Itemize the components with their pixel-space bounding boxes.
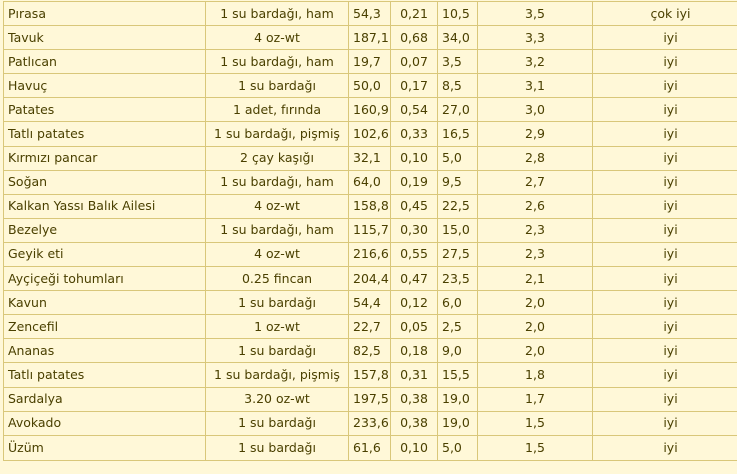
calories-cell: 216,6 xyxy=(349,242,391,266)
food-name-cell: Tatlı patates xyxy=(4,122,206,146)
nutrients-cell: 19,0 xyxy=(438,411,478,435)
calories-cell: 233,6 xyxy=(349,411,391,435)
food-name-cell: Bezelye xyxy=(4,218,206,242)
calories-cell: 19,7 xyxy=(349,50,391,74)
food-name-cell: Havuç xyxy=(4,74,206,98)
table-row xyxy=(4,50,737,74)
score-cell: 3,1 xyxy=(478,74,593,98)
score-cell: 2,3 xyxy=(478,218,593,242)
table-row xyxy=(4,267,737,291)
rating-cell: iyi xyxy=(593,74,737,98)
rating-cell: iyi xyxy=(593,50,737,74)
amount-cell: 1 su bardağı, pişmiş xyxy=(206,122,349,146)
density-cell: 0,38 xyxy=(391,387,438,411)
amount-cell: 1 su bardağı xyxy=(206,74,349,98)
score-cell: 2,0 xyxy=(478,291,593,315)
score-cell: 2,8 xyxy=(478,146,593,170)
nutrients-cell: 19,0 xyxy=(438,387,478,411)
food-table xyxy=(3,1,737,461)
density-cell: 0,07 xyxy=(391,50,438,74)
rating-cell: iyi xyxy=(593,411,737,435)
calories-cell: 32,1 xyxy=(349,146,391,170)
calories-cell: 204,4 xyxy=(349,267,391,291)
nutrients-cell: 3,5 xyxy=(438,50,478,74)
rating-cell: iyi xyxy=(593,387,737,411)
calories-cell: 22,7 xyxy=(349,315,391,339)
density-cell: 0,30 xyxy=(391,218,438,242)
density-cell: 0,18 xyxy=(391,339,438,363)
table-row xyxy=(4,218,737,242)
nutrients-cell: 9,5 xyxy=(438,170,478,194)
score-cell: 3,5 xyxy=(478,2,593,26)
rating-cell: iyi xyxy=(593,170,737,194)
score-cell: 1,5 xyxy=(478,411,593,435)
rating-cell: iyi xyxy=(593,26,737,50)
calories-cell: 197,5 xyxy=(349,387,391,411)
score-cell: 2,0 xyxy=(478,315,593,339)
score-cell: 3,3 xyxy=(478,26,593,50)
score-cell: 3,2 xyxy=(478,50,593,74)
density-cell: 0,33 xyxy=(391,122,438,146)
food-name-cell: Kavun xyxy=(4,291,206,315)
food-name-cell: Ananas xyxy=(4,339,206,363)
rating-cell: iyi xyxy=(593,98,737,122)
nutrients-cell: 15,5 xyxy=(438,363,478,387)
food-name-cell: Geyik eti xyxy=(4,242,206,266)
table-row xyxy=(4,194,737,218)
nutrients-cell: 34,0 xyxy=(438,26,478,50)
amount-cell: 4 oz-wt xyxy=(206,194,349,218)
table-row xyxy=(4,74,737,98)
calories-cell: 102,6 xyxy=(349,122,391,146)
table-row xyxy=(4,242,737,266)
amount-cell: 1 su bardağı, ham xyxy=(206,50,349,74)
amount-cell: 1 oz-wt xyxy=(206,315,349,339)
rating-cell: iyi xyxy=(593,291,737,315)
nutrients-cell: 15,0 xyxy=(438,218,478,242)
score-cell: 2,3 xyxy=(478,242,593,266)
nutrients-cell: 22,5 xyxy=(438,194,478,218)
nutrients-cell: 10,5 xyxy=(438,2,478,26)
rating-cell: iyi xyxy=(593,194,737,218)
food-name-cell: Avokado xyxy=(4,411,206,435)
score-cell: 2,7 xyxy=(478,170,593,194)
density-cell: 0,38 xyxy=(391,411,438,435)
density-cell: 0,55 xyxy=(391,242,438,266)
nutrients-cell: 27,5 xyxy=(438,242,478,266)
nutrients-cell: 9,0 xyxy=(438,339,478,363)
density-cell: 0,12 xyxy=(391,291,438,315)
table-row xyxy=(4,98,737,122)
food-name-cell: Kırmızı pancar xyxy=(4,146,206,170)
nutrients-cell: 5,0 xyxy=(438,435,478,460)
table-row xyxy=(4,411,737,435)
table-row xyxy=(4,435,737,460)
rating-cell: iyi xyxy=(593,242,737,266)
amount-cell: 1 su bardağı xyxy=(206,411,349,435)
rating-cell: iyi xyxy=(593,363,737,387)
score-cell: 2,6 xyxy=(478,194,593,218)
amount-cell: 2 çay kaşığı xyxy=(206,146,349,170)
rating-cell: iyi xyxy=(593,315,737,339)
nutrients-cell: 8,5 xyxy=(438,74,478,98)
food-name-cell: Zencefil xyxy=(4,315,206,339)
score-cell: 2,0 xyxy=(478,339,593,363)
table-row xyxy=(4,315,737,339)
density-cell: 0,10 xyxy=(391,435,438,460)
amount-cell: 1 su bardağı, ham xyxy=(206,218,349,242)
food-name-cell: Sardalya xyxy=(4,387,206,411)
calories-cell: 54,3 xyxy=(349,2,391,26)
amount-cell: 1 su bardağı, pişmiş xyxy=(206,363,349,387)
density-cell: 0,21 xyxy=(391,2,438,26)
density-cell: 0,47 xyxy=(391,267,438,291)
nutrients-cell: 23,5 xyxy=(438,267,478,291)
density-cell: 0,05 xyxy=(391,315,438,339)
calories-cell: 160,9 xyxy=(349,98,391,122)
amount-cell: 4 oz-wt xyxy=(206,242,349,266)
calories-cell: 54,4 xyxy=(349,291,391,315)
amount-cell: 4 oz-wt xyxy=(206,26,349,50)
calories-cell: 157,8 xyxy=(349,363,391,387)
rating-cell: iyi xyxy=(593,218,737,242)
amount-cell: 1 su bardağı xyxy=(206,291,349,315)
food-name-cell: Patlıcan xyxy=(4,50,206,74)
rating-cell: iyi xyxy=(593,146,737,170)
food-table-body xyxy=(4,2,737,461)
amount-cell: 1 su bardağı, ham xyxy=(206,170,349,194)
calories-cell: 61,6 xyxy=(349,435,391,460)
food-name-cell: Tatlı patates xyxy=(4,363,206,387)
nutrients-cell: 6,0 xyxy=(438,291,478,315)
density-cell: 0,45 xyxy=(391,194,438,218)
score-cell: 1,8 xyxy=(478,363,593,387)
nutrients-cell: 2,5 xyxy=(438,315,478,339)
table-row xyxy=(4,122,737,146)
score-cell: 1,5 xyxy=(478,435,593,460)
density-cell: 0,10 xyxy=(391,146,438,170)
food-name-cell: Kalkan Yassı Balık Ailesi xyxy=(4,194,206,218)
rating-cell: çok iyi xyxy=(593,2,737,26)
rating-cell: iyi xyxy=(593,339,737,363)
table-row xyxy=(4,291,737,315)
calories-cell: 82,5 xyxy=(349,339,391,363)
amount-cell: 0.25 fincan xyxy=(206,267,349,291)
density-cell: 0,54 xyxy=(391,98,438,122)
amount-cell: 1 su bardağı xyxy=(206,435,349,460)
density-cell: 0,19 xyxy=(391,170,438,194)
rating-cell: iyi xyxy=(593,435,737,460)
score-cell: 2,1 xyxy=(478,267,593,291)
food-name-cell: Soğan xyxy=(4,170,206,194)
density-cell: 0,68 xyxy=(391,26,438,50)
food-name-cell: Tavuk xyxy=(4,26,206,50)
density-cell: 0,17 xyxy=(391,74,438,98)
table-row xyxy=(4,26,737,50)
calories-cell: 187,1 xyxy=(349,26,391,50)
table-row xyxy=(4,2,737,26)
rating-cell: iyi xyxy=(593,267,737,291)
table-row xyxy=(4,339,737,363)
nutrients-cell: 5,0 xyxy=(438,146,478,170)
density-cell: 0,31 xyxy=(391,363,438,387)
score-cell: 1,7 xyxy=(478,387,593,411)
table-row xyxy=(4,387,737,411)
score-cell: 3,0 xyxy=(478,98,593,122)
food-name-cell: Patates xyxy=(4,98,206,122)
nutrients-cell: 16,5 xyxy=(438,122,478,146)
calories-cell: 158,8 xyxy=(349,194,391,218)
score-cell: 2,9 xyxy=(478,122,593,146)
food-name-cell: Pırasa xyxy=(4,2,206,26)
calories-cell: 50,0 xyxy=(349,74,391,98)
calories-cell: 115,7 xyxy=(349,218,391,242)
amount-cell: 1 adet, fırında xyxy=(206,98,349,122)
food-name-cell: Ayçiçeği tohumları xyxy=(4,267,206,291)
amount-cell: 3.20 oz-wt xyxy=(206,387,349,411)
food-name-cell: Üzüm xyxy=(4,435,206,460)
rating-cell: iyi xyxy=(593,122,737,146)
table-row xyxy=(4,363,737,387)
nutrients-cell: 27,0 xyxy=(438,98,478,122)
table-row xyxy=(4,170,737,194)
amount-cell: 1 su bardağı xyxy=(206,339,349,363)
amount-cell: 1 su bardağı, ham xyxy=(206,2,349,26)
calories-cell: 64,0 xyxy=(349,170,391,194)
table-row xyxy=(4,146,737,170)
